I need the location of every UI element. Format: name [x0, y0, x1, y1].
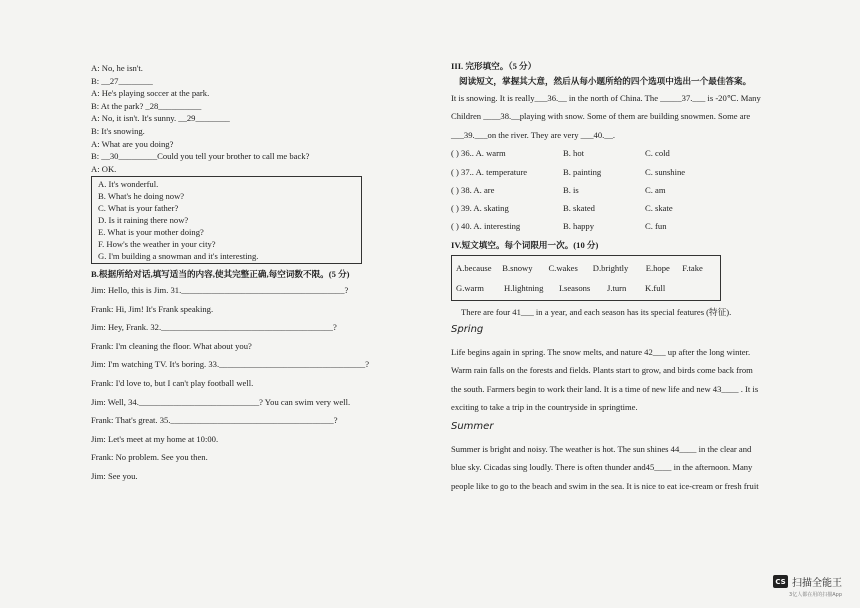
dialogue-line: Frank: I'm cleaning the floor. What about you?	[91, 340, 252, 351]
dialogue-line: A: He's playing soccer at the park.	[91, 88, 210, 99]
dialogue-line: Jim: I'm watching TV. It's boring. 33.__________________________________?	[91, 359, 370, 370]
dialogue-line: Jim: Well, 34.____________________________? You can swim very well.	[91, 396, 351, 407]
option-item: E. What is your mother doing?	[98, 227, 204, 238]
dialogue-line: B: At the park? _28__________	[91, 100, 202, 111]
option-item: F. How's the weather in your city?	[98, 239, 216, 250]
dialogue-line: A: No, he isn't.	[91, 63, 143, 73]
cloze-options	[451, 144, 781, 235]
cloze-passage	[451, 89, 781, 145]
option-b: B. is	[563, 184, 579, 195]
spring-paragraph	[451, 343, 781, 417]
fill-title: IV.短文填空。每个词限用一次。(10 分)	[451, 240, 599, 251]
option-b: B. happy	[563, 221, 595, 232]
option-c: C. skate	[645, 202, 673, 213]
option-b: B. painting	[563, 166, 602, 177]
dialogue-line: Jim: Let's meet at my home at 10:00.	[91, 433, 219, 444]
spring-heading: Spring	[451, 323, 484, 335]
scanner-logo	[773, 574, 842, 589]
word-option: A.because	[456, 262, 492, 273]
cloze-option-row	[451, 163, 781, 181]
intro-line: There are four 41___ in a year, and each season has its special features (特征).	[461, 306, 732, 317]
paragraph-line: the south. Farmers begin to work their land. It is a time of new life and new 43____ . It is	[451, 383, 759, 394]
cloze-option-row	[451, 217, 781, 235]
word-bank-row	[456, 278, 716, 298]
scanner-name: 扫描全能王	[792, 578, 842, 589]
option-item: C. What is your father?	[98, 203, 179, 214]
cloze-option-row	[451, 199, 781, 217]
dialogue-line: A: OK.	[91, 163, 117, 174]
paragraph-line: Summer is bright and noisy. The weather is hot. The sun shines 44____ in the clear and	[451, 443, 752, 454]
left-column	[91, 62, 431, 485]
option-b: B. hot	[563, 148, 585, 159]
option-c: C. sunshine	[645, 166, 686, 177]
option-a: ( ) 40. A. interesting	[451, 221, 521, 232]
cloze-option-row	[451, 181, 781, 199]
summer-heading: Summer	[451, 420, 494, 432]
paragraph-line: people like to go to the beach and swim in the sea. It is nice to eat ice-cream or fresh fruit	[451, 480, 759, 491]
dialogue-line: B: It's snowing.	[91, 125, 145, 136]
dialogue-line: Frank: Hi, Jim! It's Frank speaking.	[91, 303, 214, 314]
word-option: F.take	[682, 262, 703, 273]
passage-line: It is snowing. It is really___36.__ in the north of China. The _____37.___ is -20℃. Many	[451, 92, 761, 103]
dialogue-line: B: __27________	[91, 75, 153, 86]
paragraph-line: Life begins again in spring. The snow melts, and nature 42___ up after the long winter.	[451, 346, 751, 357]
word-bank-row	[456, 258, 716, 278]
dialogue-line: Frank: That's great. 35.______________________________________?	[91, 415, 338, 426]
paragraph-line: blue sky. Cicadas sing loudly. There is often thunder and45____ in the afternoon. Many	[451, 462, 753, 473]
option-a: ( ) 39. A. skating	[451, 202, 509, 213]
option-a: ( ) 36.. A. warm	[451, 148, 506, 159]
dialogue-line: B: __30_________Could you tell your brother to call me back?	[91, 151, 310, 162]
right-column	[451, 60, 781, 495]
word-option: C.wakes	[548, 262, 578, 273]
options-box	[91, 176, 362, 264]
option-c: C. fun	[645, 221, 667, 232]
paragraph-line: exciting to take a trip in the countryside in springtime.	[451, 402, 638, 413]
option-a: ( ) 38. A. are	[451, 184, 495, 195]
cs-logo-icon: CS	[773, 575, 788, 588]
dialogue-line: A: No, it isn't. It's sunny. __29________	[91, 113, 230, 124]
dialogue-line: Jim: Hello, this is Jim. 31.______________________________________?	[91, 284, 349, 295]
cloze-instruction: 阅读短文，掌握其大意，然后从每小题所给的四个选项中选出一个最佳答案。	[459, 75, 752, 86]
word-option: J.turn	[607, 282, 627, 293]
option-b: B. skated	[563, 202, 595, 213]
option-c: C. cold	[645, 148, 670, 159]
word-option: E.hope	[645, 262, 670, 273]
option-item: D. Is it raining there now?	[98, 215, 189, 226]
word-option: D.brightly	[592, 262, 629, 273]
word-option: G.warm	[456, 282, 484, 293]
option-c: C. am	[645, 184, 666, 195]
dialogue-line: Frank: No problem. See you then.	[91, 452, 208, 463]
option-item: B. What's he doing now?	[98, 191, 185, 202]
paragraph-line: Warm rain falls on the forests and fields. Plants start to grow, and birds come back from	[451, 365, 753, 376]
word-bank	[451, 255, 721, 301]
dialogue-b	[91, 281, 431, 486]
cloze-title: III. 完形填空。（5 分）	[451, 61, 537, 71]
option-item: G. I'm building a snowman and it's interesting.	[98, 251, 259, 262]
dialogue-a	[91, 62, 431, 175]
word-option: K.full	[645, 282, 666, 293]
word-option: H.lightning	[504, 282, 544, 293]
option-item: A. It's wonderful.	[98, 179, 159, 190]
scanner-tagline: 3亿人都在用的扫描App	[789, 592, 842, 598]
passage-line: ___39.___on the river. They are very ___40.__.	[451, 129, 616, 140]
passage-line: Children ____38.__playing with snow. Some of them are building snowmen. Some are	[451, 111, 751, 122]
dialogue-line: A: What are you doing?	[91, 138, 174, 149]
option-a: ( ) 37.. A. temperature	[451, 166, 528, 177]
word-option: B.snowy	[502, 262, 533, 273]
dialogue-line: Jim: See you.	[91, 470, 138, 481]
cloze-option-row	[451, 144, 781, 162]
dialogue-line: Frank: I'd love to, but I can't play football well.	[91, 377, 254, 388]
summer-paragraph	[451, 440, 781, 496]
section-b-title: B.根据所给对话,填写适当的内容,使其完整正确,每空词数不限。(5 分)	[91, 269, 350, 280]
word-option: I.seasons	[559, 282, 591, 293]
dialogue-line: Jim: Hey, Frank. 32.________________________________________?	[91, 322, 337, 333]
